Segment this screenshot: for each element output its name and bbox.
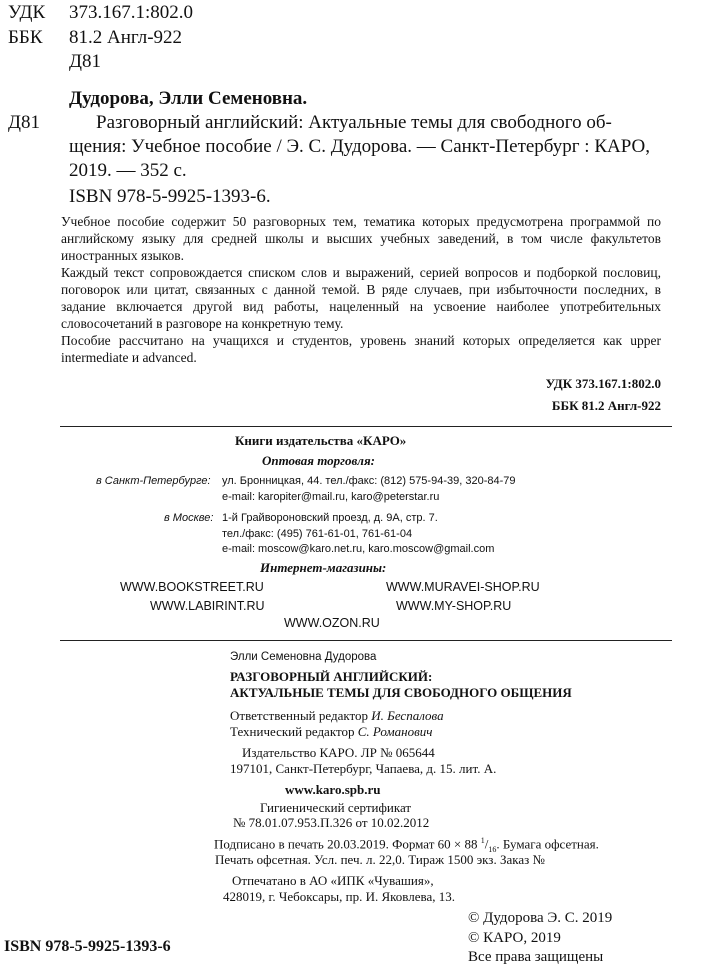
abstract-paragraph-2: Каждый текст сопровождается списком слов и выражений, серией вопросов и подборкой пословиц, поговорок или цитат, связанных с данной темой. В ряде случаев, при избыточности последних, в задание включается другой вид работы, нацеленный на усвоение наиболее употребительных словосочетаний в разговоре на конкретную тему. xyxy=(61,265,661,331)
citation-line-2: щения: Учебное пособие / Э. С. Дудорова. — Санкт-Петербург : КАРО, xyxy=(69,136,650,157)
udk-value: 373.167.1:802.0 xyxy=(69,2,194,23)
bbk-label: ББК xyxy=(8,27,43,48)
author-mark: Д81 xyxy=(69,51,101,72)
imprint-author: Элли Семеновна Дудорова xyxy=(230,651,377,663)
abstract-paragraph-1: Учебное пособие содержит 50 разговорных тем, тематика которых предусмотрена программой по английскому языку для средней школы и высших учебных заведений, в том числе факультетов иностранных языков. xyxy=(61,214,661,263)
footer-isbn: ISBN 978-5-9925-1393-6 xyxy=(4,938,171,955)
citation-line-3: 2019. — 352 с. xyxy=(69,160,187,181)
publisher-address: 197101, Санкт-Петербург, Чапаева, д. 15. лит. А. xyxy=(230,761,497,776)
citation-author: Дудорова, Элли Семеновна. xyxy=(69,88,308,109)
citation-mark: Д81 xyxy=(8,112,40,133)
editor-label: Ответственный редактор xyxy=(230,708,369,723)
publisher-site[interactable]: www.karo.spb.ru xyxy=(285,782,381,797)
certificate-number: № 78.01.07.953.П.326 от 10.02.2012 xyxy=(233,815,430,830)
responsible-editor xyxy=(230,708,444,724)
certificate-title: Гигиенический сертификат xyxy=(260,800,412,815)
shop-link[interactable]: WWW.MY-SHOP.RU xyxy=(396,599,512,613)
shops-title: Интернет-магазины: xyxy=(260,560,387,575)
shop-link[interactable]: WWW.MURAVEI-SHOP.RU xyxy=(386,580,540,594)
print-details-2: Печать офсетная. Усл. печ. л. 22,0. Тираж 1500 экз. Заказ № xyxy=(215,852,545,867)
msk-email: e-mail: moscow@karo.net.ru, karo.moscow@gmail.com xyxy=(222,543,495,555)
technical-editor xyxy=(230,724,432,740)
publisher-license: Издательство КАРО. ЛР № 065644 xyxy=(242,745,435,760)
copyright-publisher: © КАРО, 2019 xyxy=(468,930,561,946)
imprint-title-2: АКТУАЛЬНЫЕ ТЕМЫ ДЛЯ СВОБОДНОГО ОБЩЕНИЯ xyxy=(230,685,572,700)
print-details-1: Подписано в печать 20.03.2019. Формат 60 × 88 $^1/_{16}$. Бумага офсетная. xyxy=(214,836,599,854)
spb-label: в Санкт-Петербурге: xyxy=(96,475,211,487)
abstract-paragraph-3: Пособие рассчитано на учащихся и студентов, уровень знаний которых определяется как upper intermediate и advanced. xyxy=(61,333,661,365)
imprint-title-1: РАЗГОВОРНЫЙ АНГЛИЙСКИЙ: xyxy=(230,669,433,684)
abstract-bbk: ББК 81.2 Англ-922 xyxy=(551,398,661,413)
tech-label: Технический редактор xyxy=(230,724,355,739)
printed-by: Отпечатано в АО «ИПК «Чувашия», xyxy=(232,873,434,888)
rights-reserved: Все права защищены xyxy=(468,949,604,965)
msk-address: 1-й Грайвороновский проезд, д. 9А, стр. 7. xyxy=(222,512,438,524)
shop-link[interactable]: WWW.LABIRINT.RU xyxy=(150,599,265,613)
spb-email: e-mail: karopiter@mail.ru, karo@peterstar.ru xyxy=(222,491,440,503)
bottom-rule xyxy=(60,640,672,641)
top-rule xyxy=(60,426,672,427)
spb-address: ул. Бронницкая, 44. тел./факс: (812) 575-94-39, 320-84-79 xyxy=(222,475,516,487)
msk-phone: тел./факс: (495) 761-61-01, 761-61-04 xyxy=(222,528,413,540)
shop-link[interactable]: WWW.OZON.RU xyxy=(284,616,380,630)
shop-link[interactable]: WWW.BOOKSTREET.RU xyxy=(120,580,264,594)
wholesale-title: Оптовая торговля: xyxy=(262,453,375,468)
abstract-udk: УДК 373.167.1:802.0 xyxy=(545,376,661,391)
copyright-author: © Дудорова Э. С. 2019 xyxy=(468,910,613,926)
msk-label: в Москве: xyxy=(164,512,214,524)
citation-isbn: ISBN 978-5-9925-1393-6. xyxy=(69,186,271,207)
udk-label: УДК xyxy=(8,2,46,23)
editor-name: И. Беспалова xyxy=(371,708,444,723)
bbk-value: 81.2 Англ-922 xyxy=(69,27,183,48)
tech-name: С. Романович xyxy=(357,724,433,739)
printer-address: 428019, г. Чебоксары, пр. И. Яковлева, 13. xyxy=(223,889,456,904)
citation-line-1: Разговорный английский: Актуальные темы для свободного об- xyxy=(96,112,612,133)
publisher-box-title: Книги издательства «КАРО» xyxy=(235,433,407,448)
